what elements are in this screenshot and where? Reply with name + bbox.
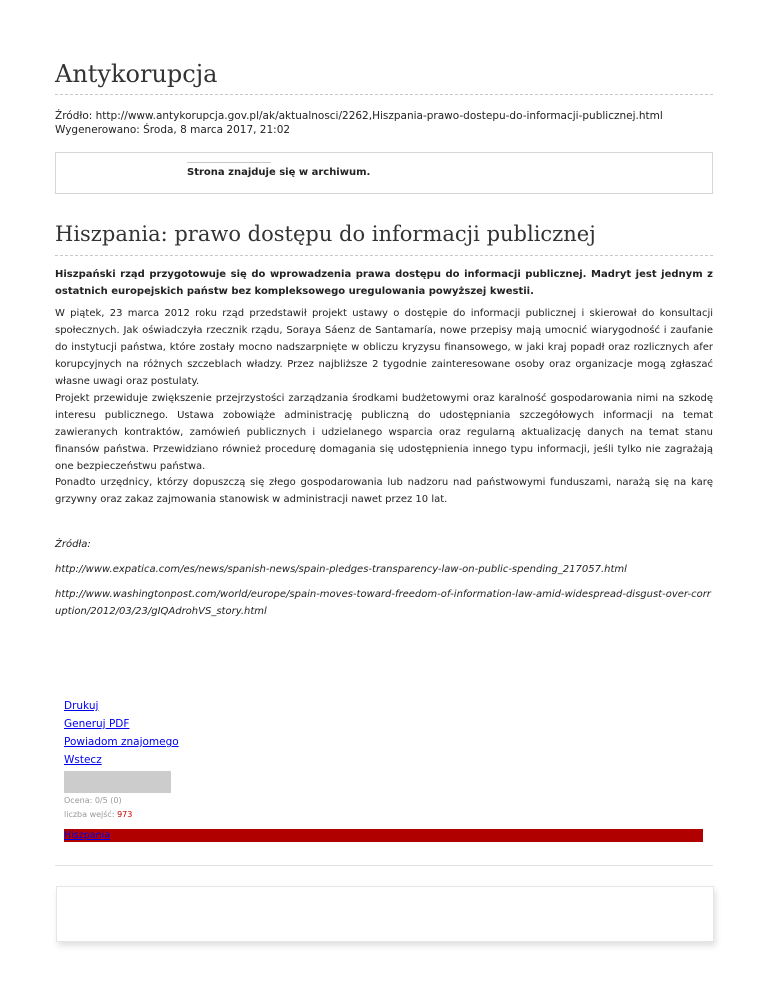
back-link[interactable]: Wstecz	[64, 754, 102, 766]
source-link[interactable]: http://www.expatica.com/es/news/spanish-news/spain-pledges-transparency-law-on-public-spending_217057.html	[55, 564, 627, 575]
footer-divider	[55, 865, 713, 866]
rating-label: Ocena: 0/5 (0)	[64, 796, 122, 805]
print-link[interactable]: Drukuj	[64, 700, 99, 712]
footer-box	[56, 886, 714, 942]
article-paragraph: Projekt przewiduje zwiększenie przejrzystości zarządzania środkami budżetowymi oraz karalność gospodarowania nimi na szkodę interesu publicznego. Ustawa zobowiąże administrację publiczną do udostępniania szczegółowych informacji na temat zawieranych kontraktów, zamówień publicznych i udzielanego wsparcia oraz regularną aktualizację danych na temat stanu finansów państwa. Przewidziano również procedurę domagania się udostępnienia innego typu informacji, jeśli tylko nie zagrażają one bezpieczeństwu państwa.	[55, 393, 713, 472]
generate-pdf-link[interactable]: Generuj PDF	[64, 718, 130, 730]
visit-count	[64, 810, 132, 819]
notify-friend-link[interactable]: Powiadom znajomego	[64, 736, 179, 748]
archive-notice	[55, 152, 713, 194]
article-actions	[64, 697, 179, 769]
title-divider	[55, 94, 713, 95]
generated-date-line: Wygenerowano: Środa, 8 marca 2017, 21:02	[55, 124, 291, 136]
tag-link[interactable]: Hiszpania	[64, 830, 111, 841]
article-title: Hiszpania: prawo dostępu do informacji publicznej	[55, 222, 596, 246]
sources-label: Źródła:	[55, 539, 91, 550]
visit-count-value: 973	[117, 810, 133, 819]
article-paragraph: Ponadto urzędnicy, którzy dopuszczą się złego gospodarowania lub nadzoru nad państwowymi funduszami, narażą się na karę grzywny oraz zakaz zajmowania stanowisk w administracji nawet przez 10 lat.	[55, 477, 713, 505]
archive-notice-text: Strona znajduje się w archiwum.	[187, 167, 371, 178]
article-lead: Hiszpański rząd przygotowuje się do wprowadzenia prawa dostępu do informacji publicznej. Madryt jest jednym z ostatnich europejskich państw bez kompleksowego uregulowania powyższej kwestii.	[55, 269, 713, 297]
notice-divider	[187, 162, 271, 163]
rating-stars-widget[interactable]	[64, 771, 171, 793]
source-link[interactable]: http://www.washingtonpost.com/world/europe/spain-moves-toward-freedom-of-information-law-amid-widespread-disgust-over-corruption/2012/03/23/gIQAdrohVS_story.html	[55, 589, 711, 617]
site-title: Antykorupcja	[55, 60, 218, 88]
article-paragraph: W piątek, 23 marca 2012 roku rząd przedstawił projekt ustawy o dostępie do informacji publicznej i skierował do konsultacji społecznych. Jak oświadczyła rzecznik rządu, Soraya Sáenz de Santamaría, nowe przepisy mają umocnić wiarygodność i zaufanie do instytucji państwa, które zostały mocno nadszarpnięte w obliczu kryzysu finansowego, w jaki kraj popadł oraz rozlicznych afer korupcyjnych na różnych szczeblach władzy. Przez najbliższe 2 tygodnie zainteresowane osoby oraz organizacje mogą zgłaszać własne uwagi oraz postulaty.	[55, 308, 713, 387]
article-title-divider	[55, 255, 713, 256]
visit-count-label: liczba wejść:	[64, 810, 115, 819]
source-url-line: Źródło: http://www.antykorupcja.gov.pl/ak/aktualnosci/2262,Hiszpania-prawo-dostepu-do-informacji-publicznej.html	[55, 110, 663, 122]
tags-bar	[64, 829, 703, 842]
